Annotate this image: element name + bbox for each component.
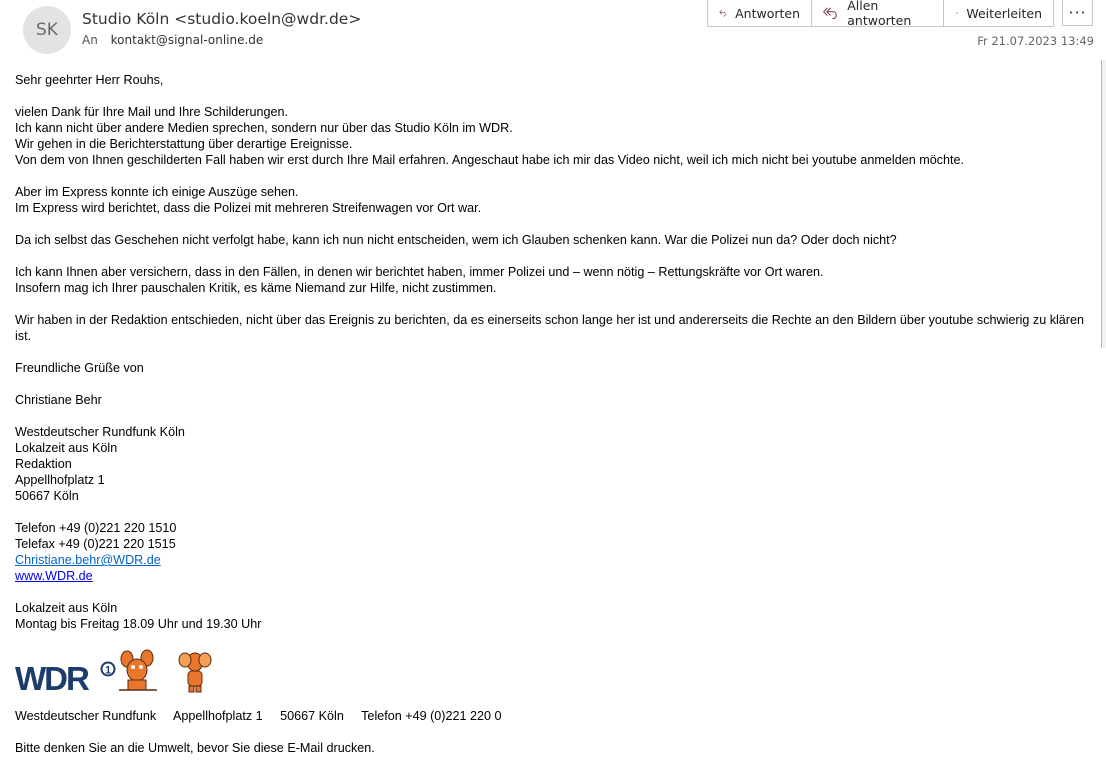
email-link[interactable]: Christiane.behr@WDR.de: [15, 553, 161, 567]
forward-arrow-icon: [955, 7, 958, 19]
more-actions-button[interactable]: ···: [1062, 0, 1093, 26]
to-label: An: [82, 33, 98, 47]
address-line: 50667 Köln: [15, 489, 79, 503]
body-line: vielen Dank für Ihre Mail und Ihre Schilderungen.: [15, 105, 289, 119]
reply-all-label: Allen antworten: [847, 0, 912, 28]
address-line: Appellhofplatz 1: [15, 473, 105, 487]
greeting: Sehr geehrter Herr Rouhs,: [15, 73, 164, 87]
reply-icon: [719, 6, 727, 20]
body-line: Im Express wird berichtet, dass die Polizei mit mehreren Streifenwagen vor Ort war.: [15, 201, 482, 215]
address-line: Lokalzeit aus Köln: [15, 441, 118, 455]
address-line: Redaktion: [15, 457, 72, 471]
recipient-address[interactable]: kontakt@signal-online.de: [110, 33, 264, 47]
message-toolbar: [707, 0, 1054, 27]
message-header: [0, 0, 1106, 64]
body-line: Insofern mag ich Ihrer pauschalen Kritik, es käme Niemand zur Hilfe, nicht zustimmen.: [15, 281, 497, 295]
environment-note: Bitte denken Sie an die Umwelt, bevor Sie diese E-Mail drucken.: [15, 741, 375, 755]
signature-logos: [15, 646, 215, 694]
message-body: [15, 72, 1095, 632]
body-line: Wir haben in der Redaktion entschieden, nicht über das Ereignis zu berichten, da es einerseits schon lange her ist und andererseits die Rechte an den Bildern über youtube schwierig zu klären ist.: [15, 313, 1084, 343]
maus-figure: [119, 650, 157, 690]
footer-street: Appellhofplatz 1: [173, 709, 263, 723]
message-date: Fr 21.07.2023 13:49: [977, 34, 1094, 48]
phone-number: Telefon +49 (0)221 220 1510: [15, 521, 177, 535]
body-line: Aber im Express konnte ich einige Auszüge sehen.: [15, 185, 299, 199]
fax-number: Telefax +49 (0)221 220 1515: [15, 537, 176, 551]
address-line: Westdeutscher Rundfunk Köln: [15, 425, 185, 439]
forward-label: Weiterleiten: [966, 5, 1042, 21]
body-line: Ich kann Ihnen aber versichern, dass in den Fällen, in denen wir berichtet haben, immer Polizei und – wenn nötig – Rettungskräfte vor Ort waren.: [15, 265, 824, 279]
show-times: Montag bis Freitag 18.09 Uhr und 19.30 Uhr: [15, 617, 262, 631]
sender-avatar[interactable]: SK: [23, 6, 71, 54]
reply-all-icon: [823, 6, 839, 20]
sender-name[interactable]: Studio Köln <studio.koeln@wdr.de>: [82, 10, 362, 28]
recipient-line: [82, 33, 263, 47]
scrollbar[interactable]: [1101, 60, 1106, 348]
reply-button[interactable]: [707, 0, 812, 27]
wdr-logo-text: WDR: [15, 660, 88, 694]
body-line: Von dem von Ihnen geschilderten Fall haben wir erst durch Ihre Mail erfahren. Angeschaut habe ich mir das Video nicht, weil ich mich nicht bei youtube anmelden möchte.: [15, 153, 965, 167]
reply-label: Antworten: [735, 5, 800, 21]
body-line: Wir gehen in die Berichterstattung über derartige Ereignisse.: [15, 137, 353, 151]
reply-all-button[interactable]: [811, 0, 944, 27]
footer-city: 50667 Köln: [280, 709, 344, 723]
signature-name: Christiane Behr: [15, 393, 102, 407]
elephant-figure: [179, 653, 211, 692]
closing: Freundliche Grüße von: [15, 361, 144, 375]
show-name: Lokalzeit aus Köln: [15, 601, 118, 615]
website-link[interactable]: www.WDR.de: [15, 569, 93, 583]
forward-button[interactable]: [943, 0, 1054, 27]
body-line: Da ich selbst das Geschehen nicht verfolgt habe, kann ich nun nicht entscheiden, wem ich Glauben schenken kann. War die Polizei nun da? Oder doch nicht?: [15, 233, 897, 247]
footer-org: Westdeutscher Rundfunk: [15, 709, 157, 723]
footer-phone: Telefon +49 (0)221 220 0: [361, 709, 502, 723]
wdr-logo: [15, 646, 215, 694]
ard-logo-mark: 1: [105, 664, 112, 677]
footer-address: [15, 708, 516, 724]
body-line: Ich kann nicht über andere Medien sprechen, sondern nur über das Studio Köln im WDR.: [15, 121, 513, 135]
